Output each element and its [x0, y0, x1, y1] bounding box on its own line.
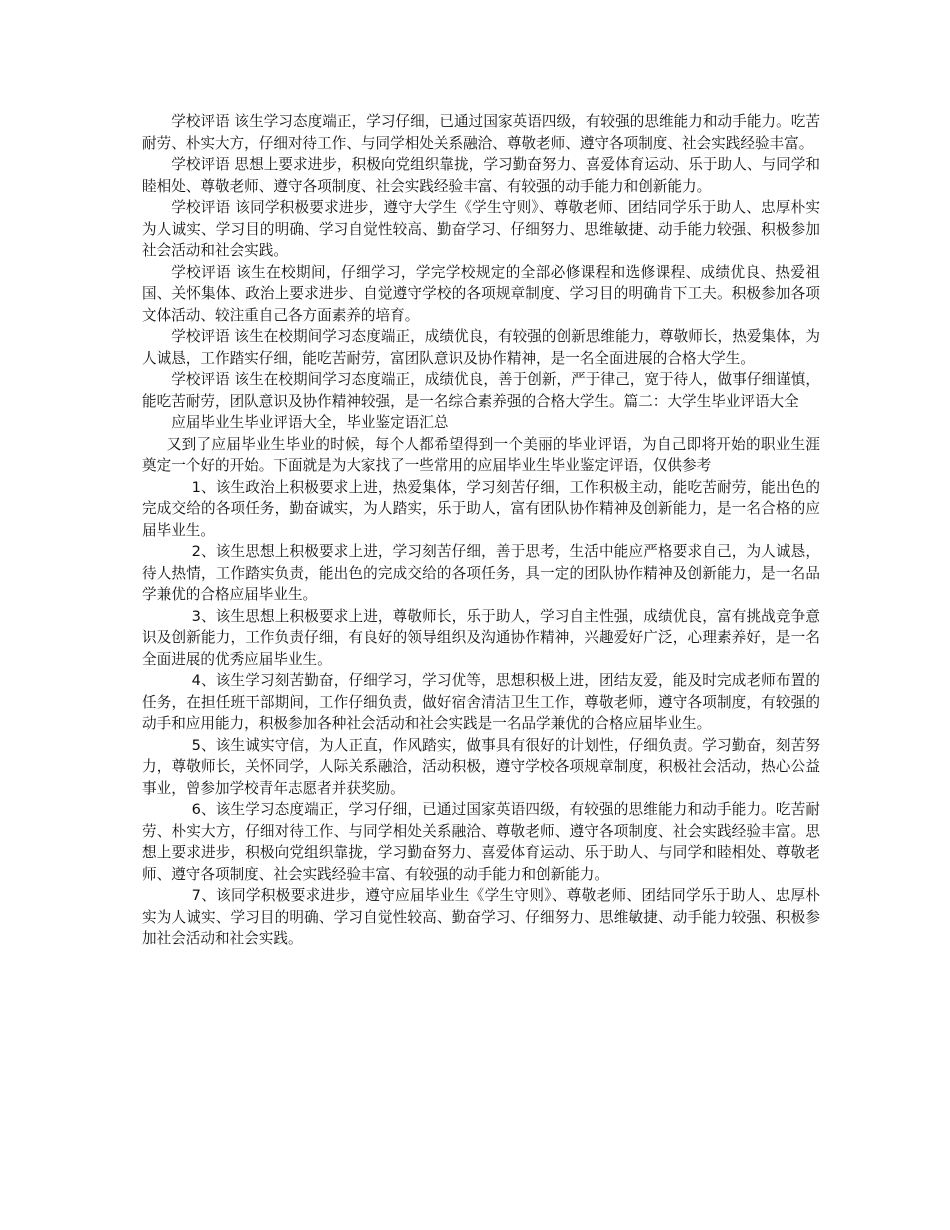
document-page — [142, 111, 820, 950]
section-heading: 应届毕业生毕业评语大全，毕业鉴定语汇总 — [171, 414, 449, 431]
numbered-item-2: 2、该生思想上积极要求上进，学习刻苦仔细，善于思考，生活中能应严格要求自己，为人诚恳，待人热情，工作踏实负责，能出色的完成交给的各项任务，具一定的团队协作精神及创新能力，是一名品学兼优的合格应届毕业生。 — [142, 543, 820, 603]
paragraph-4: 学校评语 该生在校期间，仔细学习，学完学校规定的全部必修课程和选修课程、成绩优良、热爱祖国、关怀集体、政治上要求进步、自觉遵守学校的各项规章制度、学习目的明确肯下工夫。积极参加各项文体活动、较注重自己各方面素养的培育。 — [142, 263, 820, 324]
paragraph-2: 学校评语 思想上要求进步，积极向党组织靠拢，学习勤奋努力、喜爱体育运动、乐于助人、与同学和睦相处、尊敬老师、遵守各项制度、社会实践经验丰富、有较强的动手能力和创新能力。 — [142, 156, 820, 195]
numbered-item-1: 1、该生政治上积极要求上进，热爱集体，学习刻苦仔细，工作积极主动，能吃苦耐劳，能出色的完成交给的各项任务，勤奋诚实，为人踏实，乐于助人，富有团队协作精神及创新能力，是一名合格的应届毕业生。 — [142, 478, 820, 539]
numbered-item-3: 3、该生思想上积极要求上进，尊敬师长，乐于助人，学习自主性强，成绩优良，富有挑战竞争意识及创新能力，工作负责仔细，有良好的领导组织及沟通协作精神，兴趣爱好广泛，心理素养好，是一名全面进展的优秀应届毕业生。 — [142, 607, 820, 668]
paragraph-6: 学校评语 该生在校期间学习态度端正，成绩优良，善于创新，严于律己，宽于待人，做事仔细谨慎，能吃苦耐劳，团队意识及协作精神较强，是一名综合素养强的合格大学生。篇二：大学生毕业评语大全 — [142, 371, 820, 410]
numbered-item-4: 4、该生学习刻苦勤奋，仔细学习，学习优等，思想积极上进，团结友爱，能及时完成老师布置的任务，在担任班干部期间，工作仔细负责，做好宿舍清洁卫生工作，尊敬老师，遵守各项制度，有较强的动手和应用能力，积极参加各种社会活动和社会实践是一名品学兼优的合格应届毕业生。 — [142, 672, 820, 732]
paragraph-1: 学校评语 该生学习态度端正，学习仔细，已通过国家英语四级，有较强的思维能力和动手能力。吃苦耐劳、朴实大方，仔细对待工作、与同学相处关系融洽、尊敬老师、遵守各项制度、社会实践经验丰富。 — [142, 113, 820, 152]
intro-paragraph: 又到了应届毕业生毕业的时候，每个人都希望得到一个美丽的毕业评语，为自己即将开始的职业生涯奠定一个好的开始。下面就是为大家找了一些常用的应届毕业生毕业鉴定评语，仅供参考 — [142, 435, 820, 474]
numbered-item-6: 6、该生学习态度端正，学习仔细，已通过国家英语四级，有较强的思维能力和动手能力。吃苦耐劳、朴实大方，仔细对待工作、与同学相处关系融洽、尊敬老师、遵守各项制度、社会实践经验丰富。思想上要求进步，积极向党组织靠拢，学习勤奋努力、喜爱体育运动、乐于助人、与同学和睦相处、尊敬老师、遵守各项制度、社会实践经验丰富、有较强的动手能力和创新能力。 — [142, 801, 820, 883]
paragraph-3: 学校评语 该同学积极要求进步，遵守大学生《学生守则》、尊敬老师、团结同学乐于助人、忠厚朴实为人诚实、学习目的明确、学习自觉性较高、勤奋学习、仔细努力、思维敏捷、动手能力较强、积极参加社会活动和社会实践。 — [142, 199, 820, 259]
paragraph-5: 学校评语 该生在校期间学习态度端正，成绩优良，有较强的创新思维能力，尊敬师长，热爱集体，为人诚恳，工作踏实仔细，能吃苦耐劳，富团队意识及协作精神，是一名全面进展的合格大学生。 — [142, 328, 820, 367]
numbered-item-7: 7、该同学积极要求进步，遵守应届毕业生《学生守则》、尊敬老师、团结同学乐于助人、忠厚朴实为人诚实、学习目的明确、学习自觉性较高、勤奋学习、仔细努力、思维敏捷、动手能力较强、积极参加社会活动和社会实践。 — [142, 887, 820, 947]
numbered-item-5: 5、该生诚实守信，为人正直，作风踏实，做事具有很好的计划性，仔细负责。学习勤奋，刻苦努力，尊敬师长，关怀同学，人际关系融洽，活动积极，遵守学校各项规章制度，积极社会活动，热心公益事业，曾参加学校青年志愿者并获奖励。 — [142, 736, 820, 797]
